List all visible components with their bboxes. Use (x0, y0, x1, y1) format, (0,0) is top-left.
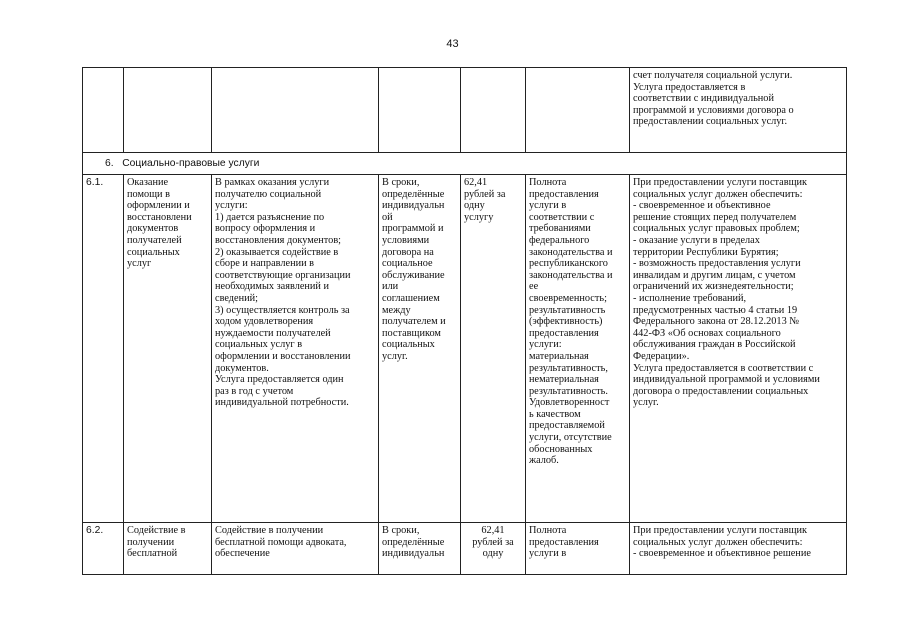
text-line: индивидуальн (382, 548, 445, 560)
terms-cell (379, 523, 461, 575)
text-line: законодательства и (529, 269, 613, 281)
text-line: бесплатной (127, 548, 178, 560)
text-line: ь качеством (529, 408, 581, 420)
text-line: сведений; (215, 292, 259, 304)
text-line: жалоб. (529, 455, 559, 467)
text-line: одну (482, 548, 504, 560)
text-line: При предоставлении услуги поставщик (633, 177, 808, 188)
text-line: услуг. (382, 350, 408, 362)
text-line: ходом удовлетворения (215, 316, 314, 328)
text-line: индивидуальн (382, 200, 445, 212)
text-line: услуг (127, 258, 152, 270)
text-line: рублей за (464, 188, 506, 200)
text-line: помощи в (127, 188, 171, 200)
text-line: Содействие в получении (215, 525, 324, 536)
text-line: Услуга предоставляется в соответствии с (633, 362, 814, 374)
text-line: В сроки, (382, 525, 420, 536)
text-line: - возможность предоставления услуги (633, 258, 801, 270)
text-line: Полнота (529, 177, 567, 188)
cost-cell (461, 175, 526, 523)
text-line: восстановления документов; (215, 234, 342, 246)
text-line: договора на (382, 246, 434, 258)
section-row (83, 153, 847, 175)
text-line: получателю социальной (215, 188, 322, 200)
text-line: обслуживание (382, 269, 445, 281)
text-line: социальных услуг правовых проблем; (633, 223, 800, 235)
text-line: или (382, 281, 399, 293)
text-line: нуждаемости получателей (215, 327, 331, 339)
text-line: результативность. (529, 385, 608, 397)
text-line: материальная (529, 350, 589, 362)
text-line: между (382, 304, 411, 316)
text-line: ой (382, 211, 393, 223)
text-line: предоставляемой (529, 420, 605, 432)
text-line: Федерального закона от 28.12.2013 № (633, 316, 800, 328)
text-line: социальных услуг должен обеспечить: (633, 188, 803, 200)
text-line: ограничений их жизнедеятельности; (633, 281, 794, 293)
text-line: - своевременное и объективное (633, 200, 771, 212)
text-line: сборе и направлении в (215, 258, 315, 270)
service-content-cell (212, 175, 379, 523)
text-line: В рамках оказания услуги (215, 177, 330, 188)
text-line: Удовлетворенност (529, 397, 610, 409)
conditions-cell (630, 523, 847, 575)
text-line: услуги: (215, 200, 248, 212)
text-line: восстановлени (127, 211, 192, 223)
text-line: Содействие в (127, 525, 186, 536)
text-line: оформлении и (127, 200, 190, 212)
text-line: социальных (127, 246, 180, 258)
quality-cell (526, 523, 630, 575)
text-line: территории Республики Бурятия; (633, 246, 779, 258)
text-line: Услуга предоставляется в (633, 81, 746, 93)
text-line: 442-ФЗ «Об основах социального (633, 327, 781, 339)
text-line: соответствии с индивидуальной (633, 93, 774, 105)
text-line: определённые (382, 536, 445, 548)
table-row-6-1 (83, 175, 847, 523)
text-line: Полнота (529, 525, 567, 536)
text-line: предоставления (529, 327, 599, 339)
text-line: получателей (127, 234, 182, 246)
text-line: получателем и (382, 316, 446, 328)
text-line: В сроки, (382, 177, 420, 188)
text-line: определённые (382, 188, 445, 200)
quality-cell (526, 175, 630, 523)
text-line: индивидуальной потребности. (215, 397, 349, 409)
text-line: Федерации». (633, 350, 690, 362)
text-line: счет получателя социальной услуги. (633, 70, 793, 81)
text-line: бесплатной помощи адвоката, (215, 536, 347, 548)
text-line: 3) осуществляется контроль за (215, 304, 350, 316)
text-line: индивидуальной программой и условиями (633, 374, 820, 386)
text-line: оформлении и восстановлении (215, 350, 351, 362)
text-line: 62,41 (481, 525, 505, 536)
text-line: документов (127, 223, 179, 235)
text-line: поставщиком (382, 327, 441, 339)
text-line: результативность (529, 304, 606, 316)
text-line: (эффективность) (529, 316, 603, 328)
text-line: 2) оказывается содействие в (215, 246, 339, 258)
text-line: услугу (464, 211, 494, 223)
section-title: Социально-правовые услуги (122, 157, 260, 169)
services-table (82, 67, 847, 575)
text-line: нематериальная (529, 374, 599, 386)
text-line: раз в год с учетом (215, 385, 294, 397)
text-line: одну (464, 200, 485, 212)
conditions-cell (630, 175, 847, 523)
service-content-cell (212, 523, 379, 575)
text-line: федерального (529, 234, 590, 246)
text-line: предоставления (529, 188, 599, 200)
text-line: законодательства и (529, 246, 613, 258)
text-line: обслуживания граждан в Российской (633, 339, 796, 351)
text-line: предоставлении социальных услуг. (633, 116, 788, 128)
text-line: вопросу оформления и (215, 223, 316, 235)
text-line: соответствии с (529, 211, 595, 223)
text-line: получении (127, 536, 175, 548)
text-line: обоснованных (529, 443, 593, 455)
text-line: услуги: (529, 339, 562, 351)
text-line: программой и (382, 223, 444, 235)
text-line: республиканского (529, 258, 608, 270)
text-line: услуги в (529, 200, 567, 212)
text-line: Услуга предоставляется один (215, 374, 344, 386)
text-line: соответствующие организации (215, 269, 351, 281)
text-line: договора о предоставлении социальных (633, 385, 809, 397)
text-line: рублей за (472, 536, 514, 548)
text-line: документов. (215, 362, 269, 374)
row-number: 6.1. (83, 175, 124, 523)
text-line: услуг. (633, 397, 659, 409)
text-line: 62,41 (464, 177, 488, 188)
text-line: - своевременное и объективное решение (633, 548, 811, 560)
text-line: обеспечение (215, 548, 270, 560)
text-line: условиями (382, 234, 430, 246)
table-row-continuation (83, 68, 847, 153)
conditions-cell (630, 68, 847, 153)
page-number: 43 (446, 38, 459, 50)
section-number: 6. (105, 157, 114, 169)
text-line: социальных услуг должен обеспечить: (633, 536, 803, 548)
text-line: предусмотренных частью 4 статьи 19 (633, 304, 798, 316)
text-line: инвалидам и другим лицам, с учетом (633, 269, 796, 281)
text-line: услуги, отсутствие (529, 432, 612, 444)
text-line: необходимых заявлений и (215, 281, 330, 293)
text-line: своевременность; (529, 292, 607, 304)
table-row-6-2 (83, 523, 847, 575)
text-line: требованиями (529, 223, 591, 235)
text-line: программой и условиями договора о (633, 104, 794, 116)
text-line: предоставления (529, 536, 599, 548)
service-name-cell (124, 175, 212, 523)
terms-cell (379, 175, 461, 523)
section-heading (83, 153, 847, 175)
service-name-cell (124, 523, 212, 575)
text-line: При предоставлении услуги поставщик (633, 525, 808, 536)
text-line: 1) дается разъяснение по (215, 211, 325, 223)
cost-cell (461, 523, 526, 575)
text-line: соглашением (382, 292, 440, 304)
row-number: 6.2. (83, 523, 124, 575)
text-line: социальных услуг в (215, 339, 303, 351)
text-line: решение стоящих перед получателем (633, 211, 797, 223)
text-line: результативность, (529, 362, 608, 374)
text-line: ее (529, 281, 539, 293)
text-line: социальное (382, 258, 433, 270)
text-line: услуги в (529, 548, 567, 560)
text-line: - исполнение требований, (633, 292, 747, 304)
text-line: социальных (382, 339, 435, 351)
text-line: - оказание услуги в пределах (633, 234, 760, 246)
text-line: Оказание (127, 177, 169, 188)
